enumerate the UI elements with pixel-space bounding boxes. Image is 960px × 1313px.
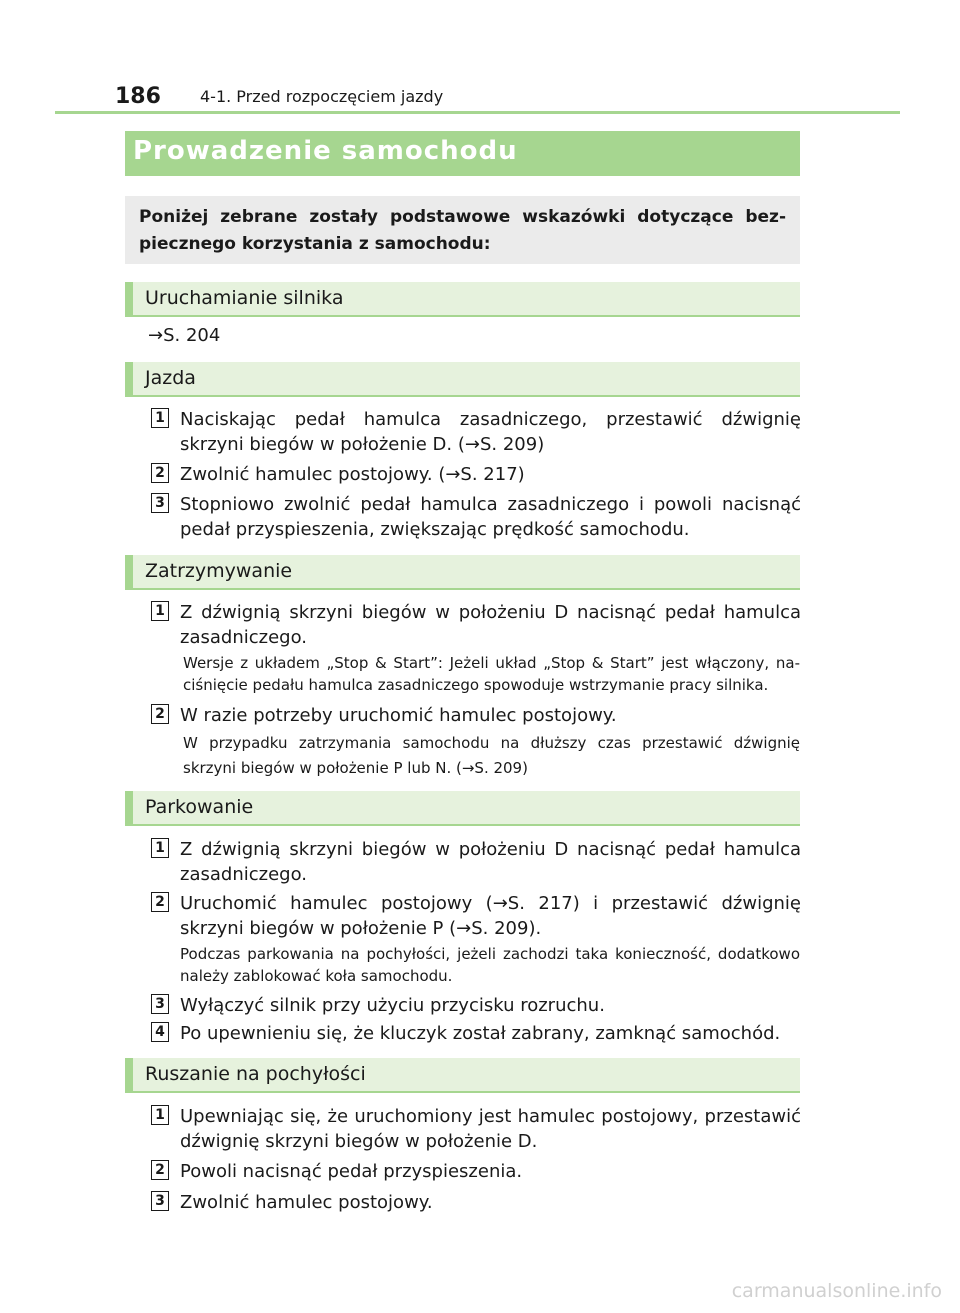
step-note: Wersje z układem „Stop & Start”: Jeżeli układ „Stop & Start” jest włączony, naciśnięcie pedału hamulca zasadniczego spowoduje wstrzymanie pracy silnika. bbox=[183, 654, 800, 694]
section-title: Parkowanie bbox=[145, 796, 254, 818]
step-number: 1 bbox=[151, 601, 169, 621]
step-text: Wyłączyć silnik przy użyciu przycisku rozruchu. bbox=[180, 995, 605, 1016]
list-item bbox=[151, 1159, 801, 1184]
step-number: 1 bbox=[151, 838, 169, 858]
step-number: 2 bbox=[151, 463, 169, 483]
list-item bbox=[151, 492, 801, 542]
intro-box bbox=[125, 196, 800, 264]
list-item bbox=[151, 993, 801, 1018]
step-text: Stopniowo zwolnić pedał hamulca zasadniczego i powoli nacisnąć pedał przyspieszenia, zwiększając prędkość samochodu. bbox=[180, 494, 801, 540]
list-item bbox=[151, 1190, 801, 1215]
step-number: 2 bbox=[151, 1160, 169, 1180]
step-text: Zwolnić hamulec postojowy. (→S. 217) bbox=[180, 464, 525, 485]
section-title: Uruchamianie silnika bbox=[145, 287, 344, 309]
section-heading-hill bbox=[125, 1058, 800, 1093]
step-text: W razie potrzeby uruchomić hamulec postojowy. bbox=[180, 705, 617, 726]
section-heading-stop bbox=[125, 555, 800, 590]
intro-text: Poniżej zebrane zostały podstawowe wskazówki dotyczące bezpiecznego korzystania z samochodu: bbox=[139, 207, 786, 254]
step-number: 1 bbox=[151, 408, 169, 428]
list-item bbox=[151, 462, 801, 487]
page-header bbox=[55, 78, 900, 114]
step-note: W przypadku zatrzymania samochodu na dłuższy czas przestawić dźwignię skrzyni biegów w położenie P lub N. (→S. 209) bbox=[183, 734, 800, 777]
section-heading-park bbox=[125, 791, 800, 826]
page-number: 186 bbox=[115, 84, 161, 109]
section-heading-start bbox=[125, 282, 800, 317]
watermark: carmanualsonline.info bbox=[731, 1280, 942, 1302]
step-text: Z dźwignią skrzyni biegów w położeniu D nacisnąć pedał hamulca zasadniczego. bbox=[180, 602, 801, 648]
section-heading-drive bbox=[125, 362, 800, 397]
step-number: 3 bbox=[151, 493, 169, 513]
step-number: 2 bbox=[151, 892, 169, 912]
list-item bbox=[151, 1021, 801, 1046]
chapter-title: 4-1. Przed rozpoczęciem jazdy bbox=[200, 87, 444, 106]
step-text: Po upewnieniu się, że kluczyk został zabrany, zamknąć samochód. bbox=[180, 1023, 781, 1044]
list-item bbox=[151, 407, 801, 457]
step-text: Upewniając się, że uruchomiony jest hamulec postojowy, przestawić dźwignię skrzyni biegów w położenie D. bbox=[180, 1106, 801, 1152]
step-text: Uruchomić hamulec postojowy (→S. 217) i przestawić dźwignię skrzyni biegów w położenie P (→S. 209). bbox=[180, 893, 801, 939]
list-item bbox=[151, 1104, 801, 1154]
step-number: 3 bbox=[151, 1191, 169, 1211]
step-text: Powoli nacisnąć pedał przyspieszenia. bbox=[180, 1161, 523, 1182]
page-title-bar bbox=[125, 131, 800, 176]
section-title: Ruszanie na pochyłości bbox=[145, 1063, 366, 1085]
list-item bbox=[151, 837, 801, 887]
list-item bbox=[151, 891, 801, 941]
step-text: Naciskając pedał hamulca zasadniczego, przestawić dźwignię skrzyni biegów w położenie D. (→S. 209) bbox=[180, 409, 801, 455]
section-title: Zatrzymywanie bbox=[145, 560, 293, 582]
list-item bbox=[151, 703, 801, 728]
step-note: Podczas parkowania na pochyłości, jeżeli zachodzi taka konieczność, dodatkowo należy zablokować koła samochodu. bbox=[180, 945, 800, 985]
step-number: 3 bbox=[151, 994, 169, 1014]
step-text: Z dźwignią skrzyni biegów w położeniu D nacisnąć pedał hamulca zasadniczego. bbox=[180, 839, 801, 885]
page-title: Prowadzenie samochodu bbox=[133, 136, 518, 166]
step-number: 1 bbox=[151, 1105, 169, 1125]
step-number: 4 bbox=[151, 1022, 169, 1042]
page-reference: →S. 204 bbox=[148, 325, 221, 346]
step-text: Zwolnić hamulec postojowy. bbox=[180, 1192, 433, 1213]
section-title: Jazda bbox=[145, 367, 196, 389]
list-item bbox=[151, 600, 801, 650]
step-number: 2 bbox=[151, 704, 169, 724]
